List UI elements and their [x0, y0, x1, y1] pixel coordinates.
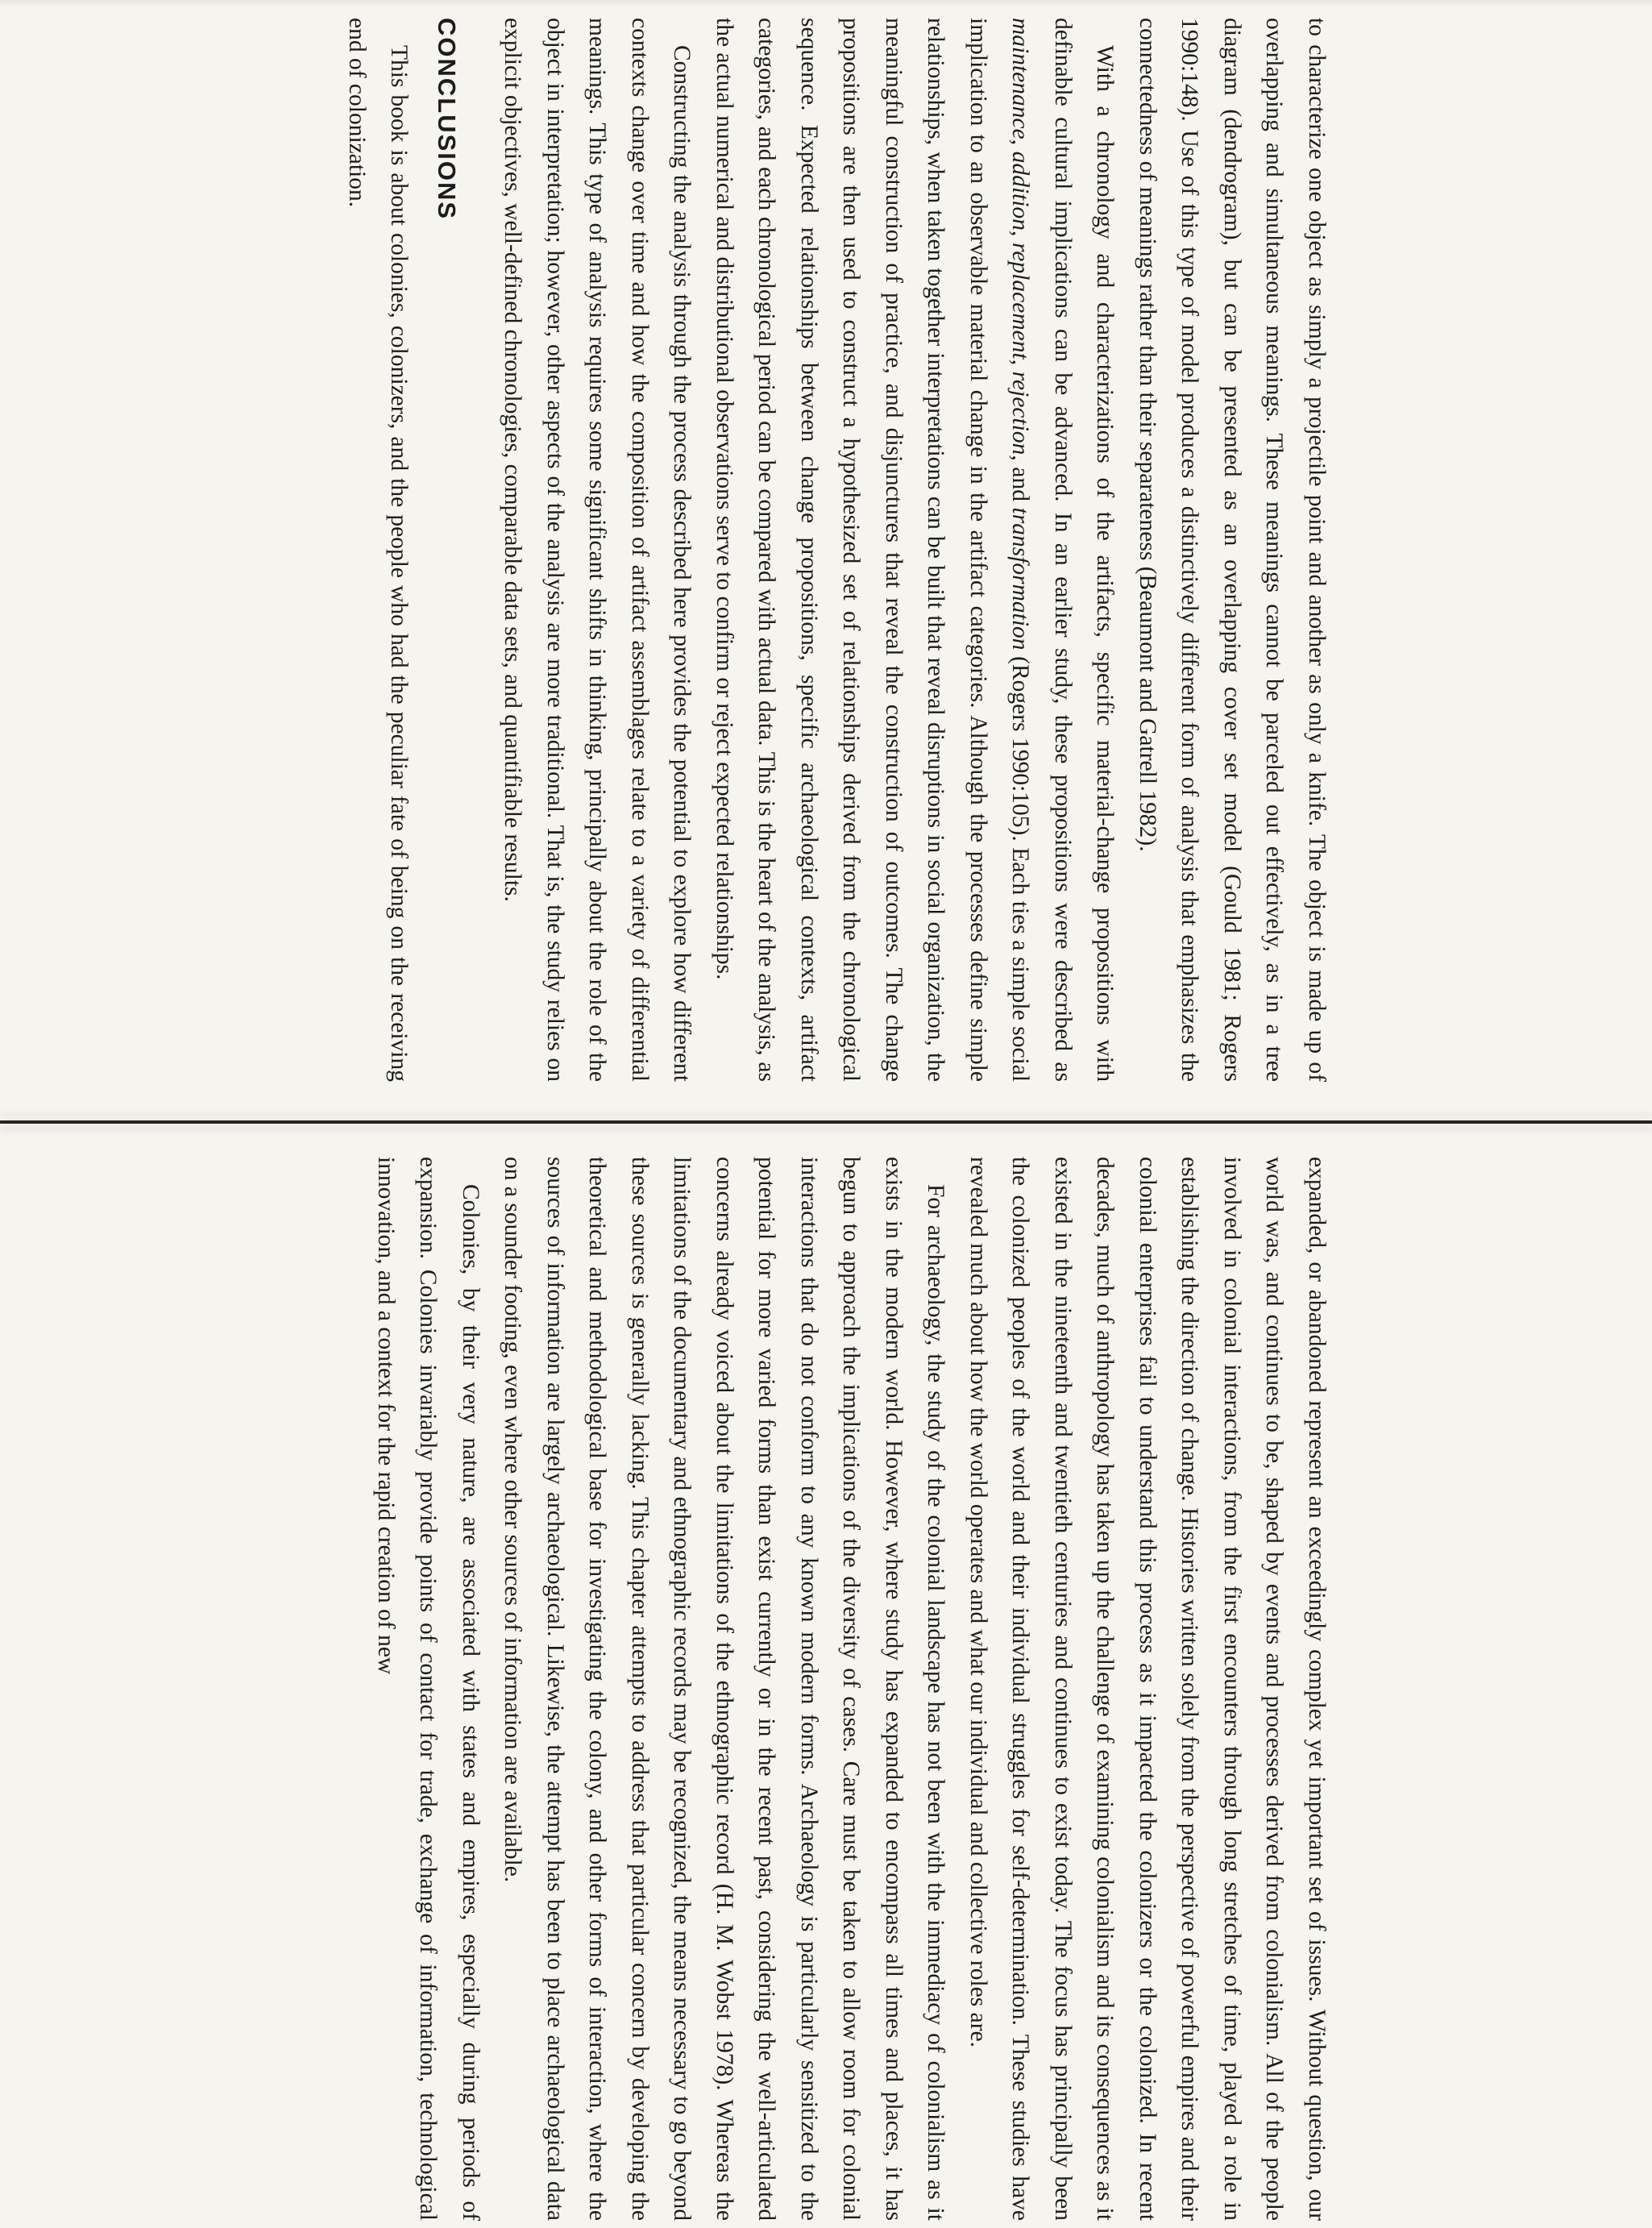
paragraph: Colonies, by their very nature, are associated with states and empires, especially during periods of expansion. Colonies invariably provide points of contact for trade, exchange of information, technological innovation, and a context for the rapid creation of new: [373, 1157, 484, 2221]
separator: ,: [1007, 359, 1034, 372]
page-gutter: [0, 1120, 1652, 1124]
paragraph: expanded, or abandoned represent an exceedingly complex yet important set of issues. Without question, our world was, and continues to be, shaped by events and processes derived from colonialism. All of the people involved in colonial interactions, from the first encounters through long stretches of time, played a role in establishing the direction of change. Histories written solely from the perspective of powerful empires and their colonial enterprises fail to understand this process as it impacted the colonizers or the colonized. In recent decades, much of anthropology has taken up the challenge of examining colonialism and its consequences as it existed in the nineteenth and twentieth centuries and continues to exist today. The focus has principally been the colonized peoples of the world and their individual struggles for self-determination. These studies have revealed much about how the world operates and what our individual and collective roles are.: [965, 1157, 1330, 2221]
paragraph: This book is about colonies, colonizers, and the people who had the peculiar fate of being on the receiving end of colonization.: [344, 18, 413, 1082]
paragraph: Constructing the analysis through the process described here provides the potential to explore how different contexts change over time and how the composition of artifact assemblages relate to a variety of differential meanings. This type of analysis requires some significant shifts in thinking, principally about the role of the object in interpretation; however, other aspects of the analysis are more traditional. That is, the study relies on explicit objectives, well-defined chronologies, comparable data sets, and quantifiable results.: [500, 18, 695, 1082]
text-run: (Rogers 1990:105). Each ties a simple social implication to an observable material change in the artifact categories. Although the processes define simple relationships, when taken together interpretations can be built that reveal disruptions in social organization, the meaningful construction of practice, and disjunctures that reveal the construction of outcomes. The change propositions are then used to construct a hypothesized set of relationships derived from the chronological sequence. Expected relationships between change propositions, specific archaeological contexts, artifact categories, and each chronological period can be compared with actual data. This is the heart of the analysis, as the actual numerical and distributional observations serve to confirm or reject expected relationships.: [712, 18, 1034, 1083]
scan-edge: [0, 0, 1652, 8]
separator: ,: [1007, 231, 1034, 243]
term-rejection: rejection: [1007, 371, 1034, 455]
paragraph: to characterize one object as simply a projectile point and another as only a knife. The object is made up of overlapping and simultaneous meanings. These meanings cannot be parceled out effectively, as in a tree diagram (dendrogram), but can be presented as an overlapping cover set model (Gould 1981; Rogers 1990:148). Use of this type of model produces a distinctively different form of analysis that emphasizes the connectedness of meanings rather than their separateness (Beaumont and Gatrell 1982).: [1135, 18, 1330, 1082]
paragraph: [704, 18, 1127, 1082]
section-heading: CONCLUSIONS: [433, 18, 461, 221]
separator: ,: [1007, 139, 1034, 152]
text-run: With a chronology and characterizations of the artifacts, specific material-change propositions with definable cultural implications can be advanced. In an earlier study, these propositions were described as: [1050, 18, 1119, 1082]
term-transformation: transformation: [1007, 507, 1034, 651]
paragraph: For archaeology, the study of the colonial landscape has not been with the immediacy of colonialism as it exists in the modern world. However, where study has expanded to encompass all times and places, it has begun to approach the implications of the diversity of cases. Care must be taken to allow room for colonial interactions that do not conform to any known modern forms. Archaeology is particularly sensitized to the potential for more varied forms than exist currently or in the recent past, considering the well-articulated concerns already voiced about the limitations of the ethnographic record (H. M. Wobst 1978). Whereas the limitations of the documentary and ethnographic records may be recognized, the means necessary to go beyond these sources is generally lacking. This chapter attempts to address that particular concern by developing the theoretical and methodological base for investigating the colony, and other forms of interaction, where the sources of information are largely archaeological. Likewise, the attempt has been to place archaeological data on a sounder footing, even where other sources of information are available.: [500, 1157, 949, 2221]
term-maintenance: maintenance: [1007, 18, 1034, 139]
term-replacement: replacement: [1007, 242, 1034, 360]
term-addition: addition: [1007, 151, 1034, 231]
upper-page: [0, 18, 1338, 1082]
lower-page: [0, 1157, 1338, 2221]
separator: , and: [1007, 455, 1034, 508]
